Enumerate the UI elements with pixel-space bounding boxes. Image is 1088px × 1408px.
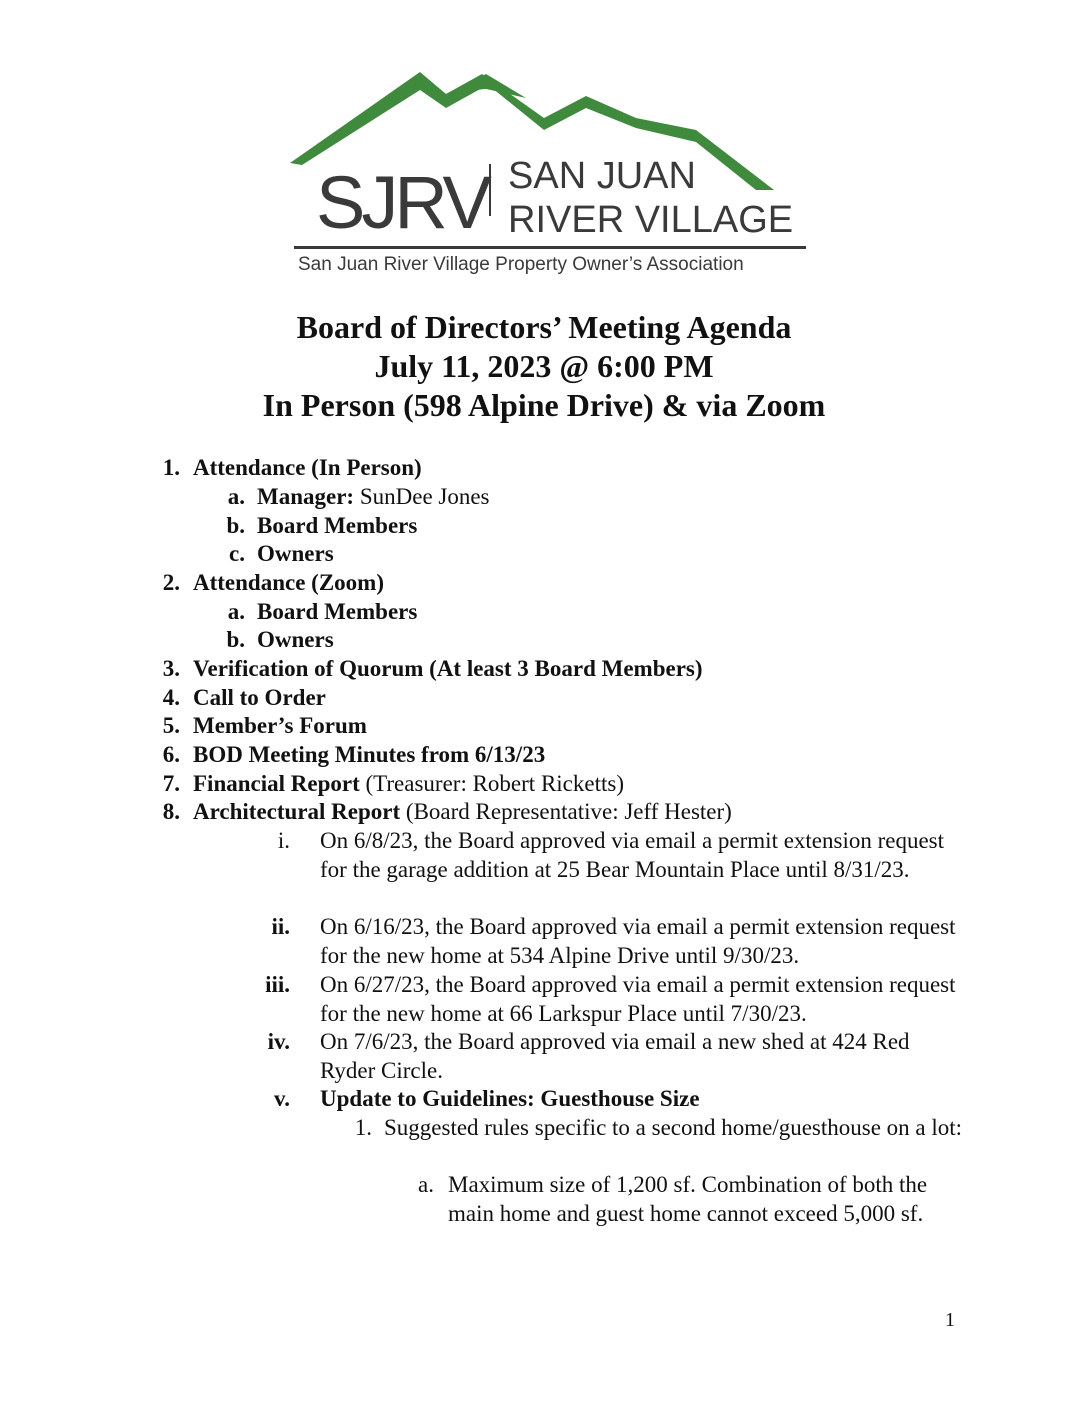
item-title: Member’s Forum: [193, 713, 367, 738]
agenda-item-8-v-1-a: Maximum size of 1,200 sf. Combination of both the main home and guest home cannot exceed 5,000 sf.: [448, 1172, 928, 1226]
item-label: a.: [418, 1172, 434, 1197]
item-label: a.: [227, 599, 245, 624]
item-label: b.: [226, 627, 245, 652]
item-title: Owners: [257, 541, 334, 566]
item-label: a.: [227, 484, 245, 509]
association-logo: [286, 66, 816, 286]
item-label: i.: [277, 828, 290, 853]
item-title: Financial Report: [193, 771, 360, 796]
item-number: 4.: [162, 685, 180, 710]
agenda-item-8-v: Update to Guidelines: Guesthouse Size: [320, 1086, 700, 1111]
item-title: BOD Meeting Minutes from 6/13/23: [193, 742, 546, 767]
item-title: Board Members: [257, 599, 418, 624]
item-number: 5.: [162, 713, 180, 738]
item-number: 3.: [162, 656, 180, 681]
item-title: Architectural Report: [193, 799, 401, 824]
item-number: 8.: [162, 799, 180, 824]
logo-tagline: San Juan River Village Property Owner’s Association: [298, 254, 744, 275]
agenda-item-8-v-1: Suggested rules specific to a second home/guesthouse on a lot:: [384, 1115, 963, 1140]
logo-name-line1: SAN JUAN: [508, 155, 696, 197]
logo-monogram: SJRV: [316, 161, 488, 244]
item-label: iii.: [265, 972, 290, 997]
item-title: Board Members: [257, 513, 418, 538]
agenda-item-8-ii: On 6/16/23, the Board approved via email a permit extension request for the new home at 534 Alpine Drive until 9/30/23.: [320, 914, 956, 968]
item-number: 2.: [162, 570, 180, 595]
agenda-item-8-iv: On 7/6/23, the Board approved via email a new shed at 424 Red Ryder Circle.: [320, 1029, 910, 1083]
item-title: Verification of Quorum (At least 3 Board Members): [193, 656, 703, 681]
item-number: 7.: [162, 771, 180, 796]
agenda-item-8-iii: On 6/27/23, the Board approved via email a permit extension request for the new home at 66 Larkspur Place until 7/30/23.: [320, 972, 956, 1026]
item-title: Manager:: [257, 484, 355, 509]
item-label: ii.: [271, 914, 290, 939]
item-title: Call to Order: [193, 685, 326, 710]
heading-location: In Person (598 Alpine Drive) & via Zoom: [262, 387, 826, 423]
item-label: b.: [226, 513, 245, 538]
item-detail: (Board Representative: Jeff Hester): [400, 799, 732, 824]
item-title: Attendance (In Person): [193, 455, 422, 480]
agenda-item-8-i: On 6/8/23, the Board approved via email a permit extension request for the garage addition at 25 Bear Mountain Place until 8/31/23.: [320, 828, 945, 882]
heading-date-time: July 11, 2023 @ 6:00 PM: [374, 348, 714, 384]
heading-title: Board of Directors’ Meeting Agenda: [296, 309, 792, 345]
item-label: v.: [274, 1086, 290, 1111]
item-detail: SunDee Jones: [354, 484, 490, 509]
item-label: iv.: [267, 1029, 290, 1054]
logo-underline: [294, 246, 806, 249]
logo-name-line2: RIVER VILLAGE: [508, 199, 794, 241]
item-title: Owners: [257, 627, 334, 652]
item-detail: (Treasurer: Robert Ricketts): [359, 771, 624, 796]
page-number: 1: [945, 1309, 955, 1331]
item-number: 6.: [162, 742, 180, 767]
item-label: c.: [229, 541, 245, 566]
agenda-heading: [0, 308, 1088, 425]
item-title: Attendance (Zoom): [193, 570, 384, 595]
item-label: 1.: [354, 1115, 372, 1140]
item-number: 1.: [162, 455, 180, 480]
